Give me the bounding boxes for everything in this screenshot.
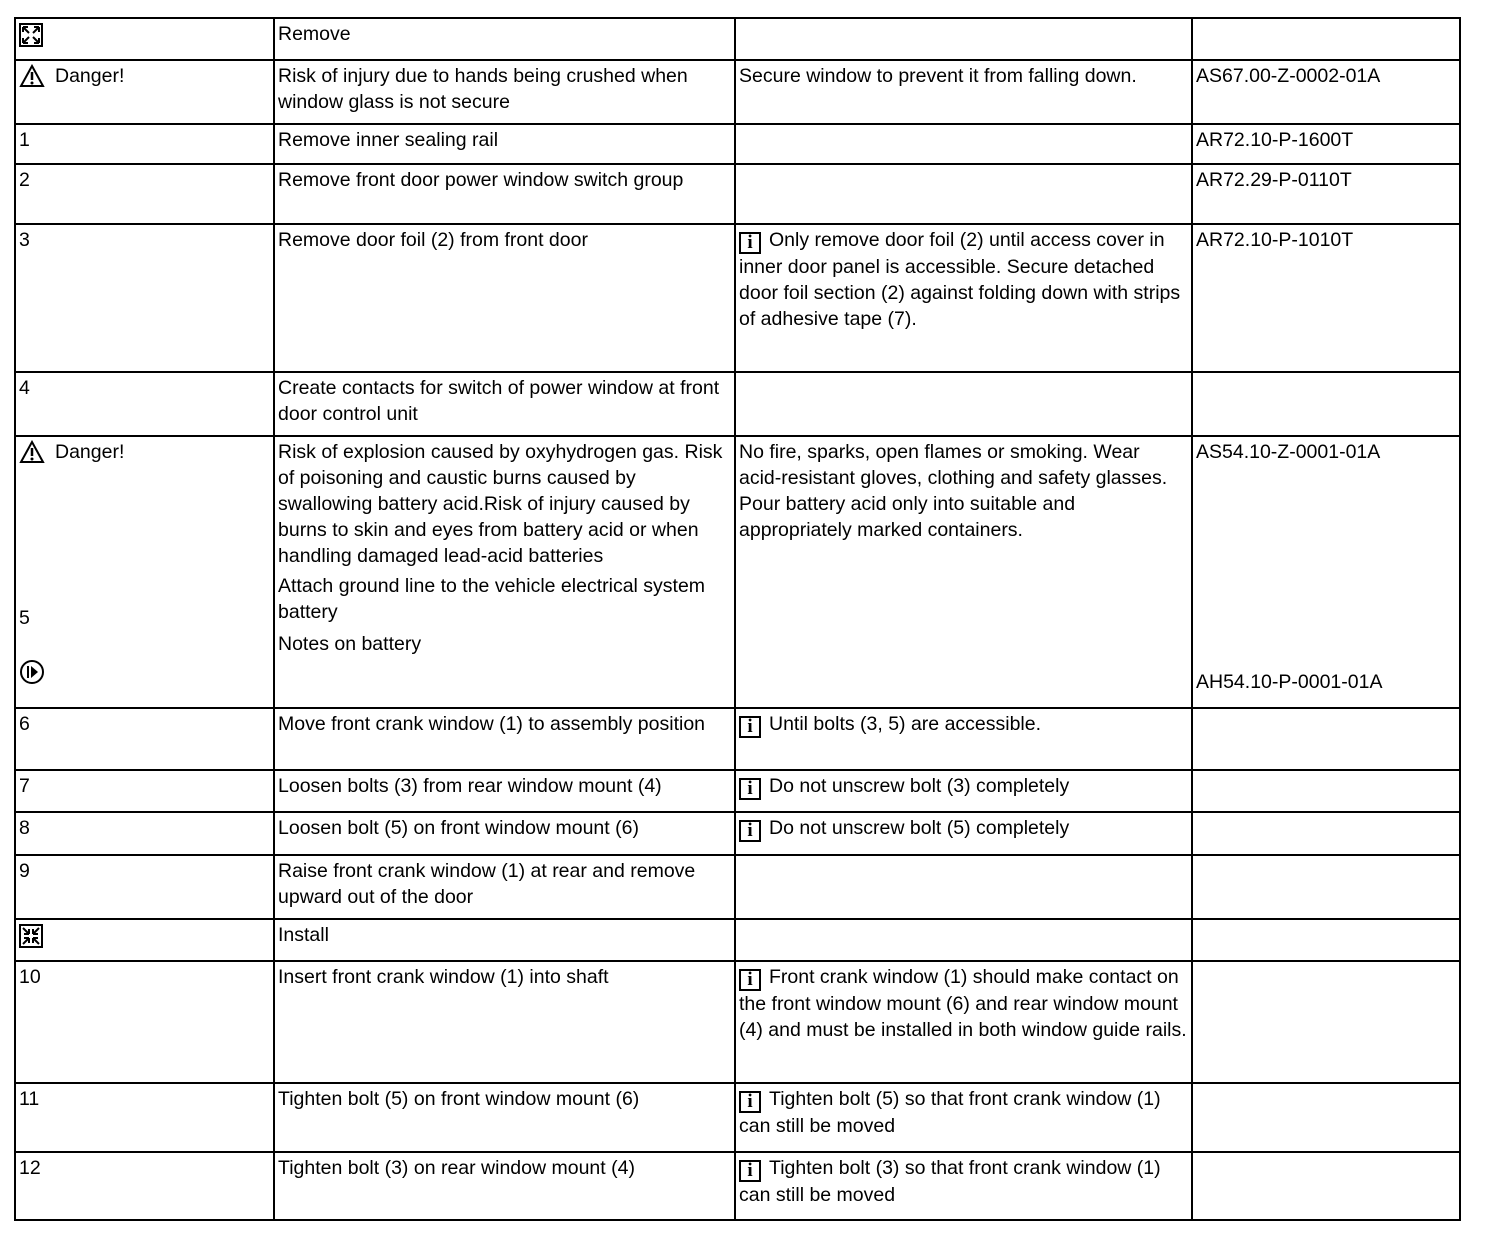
step-number: 9 [15, 855, 274, 919]
step-ref: AR72.10-P-1010T [1192, 224, 1460, 372]
info-icon: i [739, 1091, 761, 1113]
step-action: Remove door foil (2) from front door [274, 224, 735, 372]
step-number: 4 [15, 372, 274, 436]
step-number: 2 [15, 164, 274, 224]
step-row [15, 770, 1460, 812]
step-action: Loosen bolt (5) on front window mount (6) [274, 812, 735, 855]
danger-ref: AS67.00-Z-0002-01A [1192, 60, 1460, 124]
warning-triangle-icon [19, 64, 45, 88]
danger-ref: AS54.10-Z-0001-01A [1196, 441, 1381, 463]
step-number: 8 [15, 812, 274, 855]
info-icon: i [739, 1160, 761, 1182]
info-icon: i [739, 716, 761, 738]
step-row [15, 124, 1460, 164]
remove-expand-icon [19, 23, 43, 47]
step-row [15, 1152, 1460, 1220]
section-remove-row [15, 18, 1460, 60]
step-row [15, 1083, 1460, 1152]
step-number: 3 [15, 224, 274, 372]
info-icon: i [739, 969, 761, 991]
danger-label: Danger! [55, 441, 125, 463]
step-note: Until bolts (3, 5) are accessible. [769, 713, 1042, 735]
step-note: Tighten bolt (5) so that front crank window (1) can still be moved [739, 1088, 1161, 1137]
notes-arrow-icon [19, 659, 45, 685]
step-row [15, 708, 1460, 770]
info-icon: i [739, 232, 761, 254]
warning-triangle-icon [19, 440, 45, 464]
step-row [15, 812, 1460, 855]
danger-row [15, 60, 1460, 124]
step-action: Tighten bolt (3) on rear window mount (4) [274, 1152, 735, 1220]
danger-risk: Risk of explosion caused by oxyhydrogen gas. Risk of poisoning and caustic burns caused by swallowing battery acid.Risk of injury caused by burns to skin and eyes from battery acid or when handling damaged lead-acid batteries [278, 441, 723, 567]
danger-risk: Risk of injury due to hands being crushed when window glass is not secure [274, 60, 735, 124]
section-install-row [15, 919, 1460, 961]
step-action: Tighten bolt (5) on front window mount (6) [274, 1083, 735, 1152]
danger-measure: No fire, sparks, open flames or smoking. Wear acid-resistant gloves, clothing and safety glasses. Pour battery acid only into suitable and appropriately marked containers. [735, 436, 1192, 708]
step-ref: AR72.10-P-1600T [1192, 124, 1460, 164]
section-title-install: Install [274, 919, 735, 961]
danger-battery-row [15, 436, 1460, 708]
step-action: Attach ground line to the vehicle electrical system battery [278, 575, 706, 623]
install-collapse-icon [19, 924, 43, 948]
step-ref: AR72.29-P-0110T [1192, 164, 1460, 224]
step-number: 7 [15, 770, 274, 812]
notes-label: Notes on battery [278, 633, 422, 655]
danger-label: Danger! [55, 65, 125, 87]
step-action: Remove front door power window switch group [274, 164, 735, 224]
info-icon: i [739, 820, 761, 842]
procedure-table [14, 17, 1461, 1221]
step-number: 1 [15, 124, 274, 164]
danger-measure: Secure window to prevent it from falling down. [735, 60, 1192, 124]
step-note: Only remove door foil (2) until access cover in inner door panel is accessible. Secure detached door foil section (2) against folding down with strips of adhesive tape (7). [739, 229, 1181, 330]
step-row [15, 224, 1460, 372]
notes-ref: AH54.10-P-0001-01A [1196, 671, 1383, 693]
info-icon: i [739, 778, 761, 800]
step-note: Tighten bolt (3) so that front crank window (1) can still be moved [739, 1157, 1161, 1206]
step-row [15, 164, 1460, 224]
step-number: 11 [15, 1083, 274, 1152]
step-action: Create contacts for switch of power window at front door control unit [274, 372, 735, 436]
step-number: 6 [15, 708, 274, 770]
step-number: 10 [15, 961, 274, 1083]
step-action: Raise front crank window (1) at rear and remove upward out of the door [274, 855, 735, 919]
section-title-remove: Remove [274, 18, 735, 60]
step-note: Front crank window (1) should make contact on the front window mount (6) and rear window mount (4) and must be installed in both window guide rails. [739, 966, 1187, 1041]
step-action: Remove inner sealing rail [274, 124, 735, 164]
step-action: Insert front crank window (1) into shaft [274, 961, 735, 1083]
step-action: Move front crank window (1) to assembly position [274, 708, 735, 770]
step-number: 12 [15, 1152, 274, 1220]
step-row [15, 372, 1460, 436]
step-number: 5 [19, 607, 30, 629]
step-row [15, 961, 1460, 1083]
step-note: Do not unscrew bolt (5) completely [769, 817, 1070, 839]
step-action: Loosen bolts (3) from rear window mount (4) [274, 770, 735, 812]
step-note: Do not unscrew bolt (3) completely [769, 775, 1070, 797]
step-row [15, 855, 1460, 919]
